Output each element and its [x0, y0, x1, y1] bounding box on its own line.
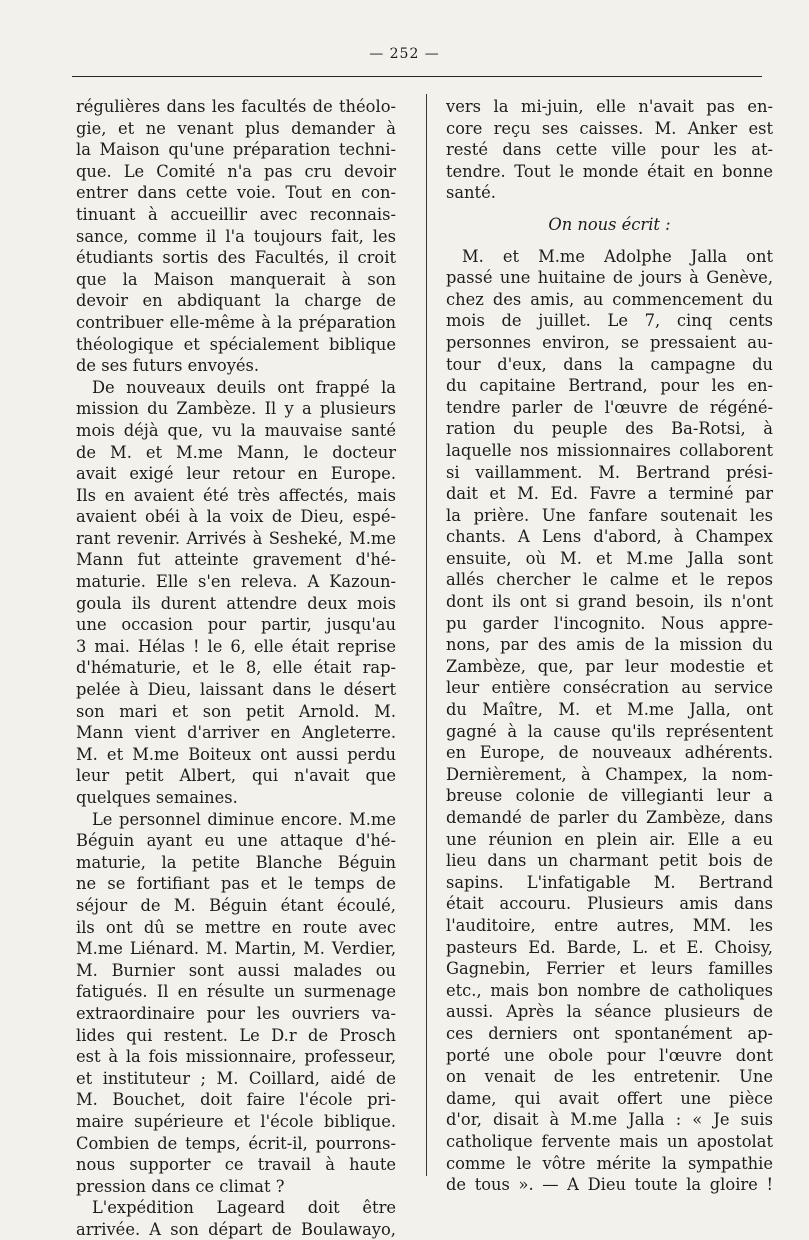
text-line: gagné à la cause qu'ils représentent: [446, 721, 773, 741]
text-line: resté dans cette ville pour les at-: [446, 140, 773, 160]
text-line: de tous ». — A Dieu toute la gloire !: [446, 1175, 773, 1195]
column-divider: [426, 94, 427, 1176]
text-line: mois de juillet. Le 7, cinq cents: [446, 311, 773, 331]
text-line: M.me Liénard. M. Martin, M. Verdier,: [76, 939, 396, 959]
text-line: santé.: [446, 183, 496, 203]
text-line: tinuant à accueillir avec reconnais-: [76, 204, 396, 224]
text-line: la prière. Une fanfare soutenait les: [446, 505, 773, 525]
text-line: tendre. Tout le monde était en bonne: [446, 161, 773, 181]
text-line: quelques semaines.: [76, 788, 238, 807]
text-line: breuse colonie de villegianti leur a: [446, 786, 773, 806]
text-line: allés chercher le calme et le repos: [446, 570, 773, 590]
text-line: extraordinaire pour les ouvriers va-: [76, 1003, 396, 1023]
text-line: dont ils ont si grand besoin, ils n'ont: [446, 592, 773, 612]
text-line: la Maison qu'une préparation techni-: [76, 140, 396, 160]
left-column: [76, 96, 396, 1240]
text-line: demandé de parler du Zambèze, dans: [446, 808, 773, 827]
text-line: on venait de les entretenir. Une: [446, 1067, 773, 1087]
text-line: tendre parler de l'œuvre de régéné-: [446, 397, 773, 417]
text-line: catholique fervente mais un apostolat: [446, 1131, 773, 1151]
text-line: du Maître, M. et M.me Jalla, ont: [446, 700, 773, 720]
text-line: de ses futurs envoyés.: [76, 356, 260, 376]
text-line: leur entière consécration au service: [446, 678, 773, 698]
text-line: ne se fortifiant pas et le temps de: [76, 874, 396, 894]
text-line: Dernièrement, à Champex, la nom-: [446, 764, 773, 784]
text-line: dame, qui avait offert une pièce: [446, 1088, 773, 1108]
text-line: arrivée. A son départ de Boulawayo,: [76, 1219, 396, 1239]
text-line: core reçu ses caisses. M. Anker est: [446, 118, 773, 138]
page-number: — 252 —: [369, 46, 440, 62]
text-line: On nous écrit :: [548, 214, 671, 234]
text-line: passé une huitaine de jours à Genève,: [446, 268, 773, 288]
text-line: et instituteur ; M. Coillard, aidé de: [76, 1068, 396, 1088]
text-line: d'hématurie, et le 8, elle était rap-: [76, 658, 396, 678]
text-line: chez des amis, au commencement du: [446, 289, 773, 309]
right-column: [446, 96, 773, 1196]
text-line: aussi. Après la séance plusieurs de: [446, 1002, 773, 1022]
text-line: goula ils durent attendre deux mois: [76, 593, 396, 613]
text-line: Ils en avaient été très affectés, mais: [76, 485, 396, 505]
text-line: laquelle nos missionnaires collaborent: [446, 440, 773, 460]
text-line: Gagnebin, Ferrier et leurs familles: [446, 959, 773, 979]
text-line: lides qui restent. Le D.r de Prosch: [76, 1025, 396, 1045]
text-line: M. Burnier sont aussi malades ou: [76, 960, 396, 980]
text-line: pu garder l'incognito. Nous appre-: [446, 613, 773, 633]
text-line: si vaillamment. M. Bertrand prési-: [446, 462, 773, 482]
text-line: personnes environ, se pressaient au-: [446, 332, 773, 352]
text-line: Zambèze, que, par leur modestie et: [446, 656, 773, 676]
text-line: Béguin ayant eu une attaque d'hé-: [76, 831, 396, 851]
text-line: du capitaine Bertrand, pour les en-: [446, 376, 773, 396]
text-line: sapins. L'infatigable M. Bertrand: [446, 872, 773, 892]
text-line: est à la fois missionnaire, professeur,: [76, 1047, 396, 1067]
text-line: sance, comme il l'a toujours fait, les: [76, 226, 396, 246]
text-line: que la Maison manquerait à son: [76, 269, 396, 289]
text-line: séjour de M. Béguin étant écoulé,: [76, 895, 396, 915]
text-line: ils ont dû se mettre en route avec: [76, 917, 396, 937]
text-line: chants. A Lens d'abord, à Champex: [446, 527, 773, 547]
text-line: De nouveaux deuils ont frappé la: [92, 377, 396, 397]
text-line: nous supporter ce travail à haute: [76, 1155, 396, 1175]
text-line: que. Le Comité n'a pas cru devoir: [76, 161, 396, 181]
text-line: avait exigé leur retour en Europe.: [76, 464, 396, 484]
text-line: contribuer elle-même à la préparation: [76, 312, 396, 332]
text-line: gie, et ne venant plus demander à: [76, 118, 396, 138]
text-line: une réunion en plein air. Elle a eu: [446, 829, 773, 849]
text-line: maturie. Elle s'en releva. A Kazoun-: [76, 572, 396, 592]
text-line: leur petit Albert, qui n'avait que: [76, 766, 396, 786]
text-line: maturie, la petite Blanche Béguin: [76, 852, 396, 872]
text-line: Mann vient d'arriver en Angleterre.: [76, 723, 396, 743]
text-line: maire supérieure et l'école biblique.: [76, 1111, 396, 1131]
text-line: pelée à Dieu, laissant dans le désert: [76, 680, 396, 700]
text-line: 3 mai. Hélas ! le 6, elle était reprise: [76, 636, 396, 656]
text-line: lieu dans un charmant petit bois de: [446, 851, 773, 871]
text-line: régulières dans les facultés de théolo-: [76, 97, 396, 116]
text-line: théologique et spécialement biblique: [76, 334, 396, 354]
text-line: porté une obole pour l'œuvre dont: [446, 1045, 773, 1065]
text-line: Combien de temps, écrit-il, pourrons-: [76, 1133, 396, 1153]
paragraph-spacer: [446, 236, 773, 246]
header-rule: [72, 76, 762, 77]
text-line: mois déjà que, vu la mauvaise santé: [76, 420, 396, 440]
text-line: L'expédition Lageard doit être: [92, 1198, 396, 1218]
text-line: dait et M. Ed. Favre a terminé par: [446, 484, 773, 504]
text-line: mission du Zambèze. Il y a plusieurs: [76, 399, 396, 419]
text-line: devoir en abdiquant la charge de: [76, 291, 396, 311]
text-line: Mann fut atteinte gravement d'hé-: [76, 550, 396, 570]
text-line: etc., mais bon nombre de catholiques: [446, 980, 773, 1000]
text-line: tour d'eux, dans la campagne du: [446, 354, 773, 374]
text-line: en Europe, de nouveaux adhérents.: [446, 743, 773, 763]
text-line: d'or, disait à M.me Jalla : « Je suis: [446, 1110, 773, 1130]
text-line: M. Bouchet, doit faire l'école pri-: [76, 1090, 396, 1110]
text-line: avaient obéi à la voix de Dieu, espé-: [76, 507, 396, 527]
text-line: vers la mi-juin, elle n'avait pas en-: [446, 97, 773, 116]
text-line: une occasion pour partir, jusqu'au: [76, 615, 396, 635]
text-line: ces derniers ont spontanément ap-: [446, 1023, 773, 1043]
text-line: était accouru. Plusieurs amis dans: [446, 894, 773, 914]
text-line: pasteurs Ed. Barde, L. et E. Choisy,: [446, 937, 773, 957]
text-line: M. et M.me Adolphe Jalla ont: [462, 246, 773, 266]
text-line: son mari et son petit Arnold. M.: [76, 701, 396, 721]
text-line: ensuite, où M. et M.me Jalla sont: [446, 548, 773, 568]
text-line: entrer dans cette voie. Tout en con-: [76, 183, 396, 203]
text-line: étudiants sortis des Facultés, il croit: [76, 248, 396, 268]
text-line: pression dans ce climat ?: [76, 1176, 285, 1196]
text-line: l'auditoire, entre autres, MM. les: [446, 915, 773, 935]
text-line: Le personnel diminue encore. M.me: [92, 809, 396, 829]
text-line: M. et M.me Boiteux ont aussi perdu: [76, 744, 396, 764]
text-line: comme le vôtre mérite la sympathie: [446, 1153, 773, 1173]
text-line: fatigués. Il en résulte un surmenage: [76, 982, 396, 1002]
text-line: ration du peuple des Ba-Rotsi, à: [446, 419, 773, 439]
text-line: rant revenir. Arrivés à Sesheké, M.me: [76, 528, 396, 548]
text-line: de M. et M.me Mann, le docteur: [76, 442, 396, 462]
text-line: nons, par des amis de la mission du: [446, 635, 773, 655]
paragraph-spacer: [446, 204, 773, 214]
